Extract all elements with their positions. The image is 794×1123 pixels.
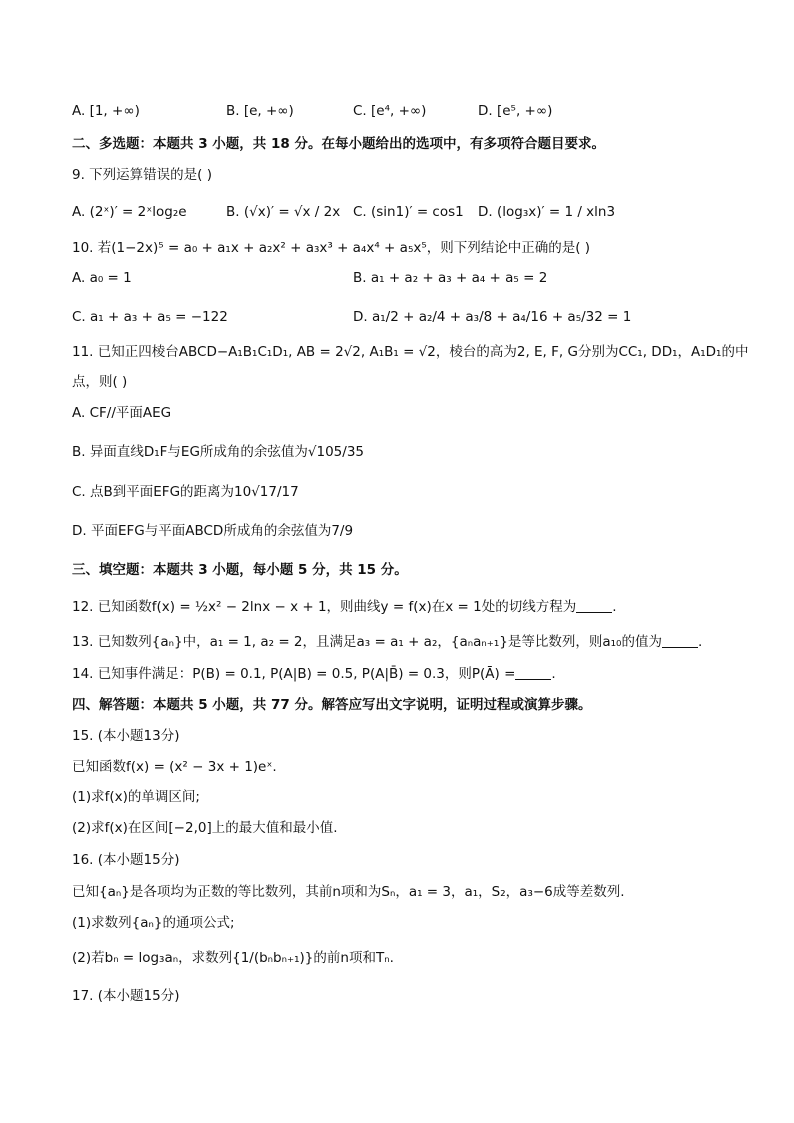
q13-text: 13. 已知数列{aₙ}中，a₁ = 1, a₂ = 2，且满足a₃ = a₁ + a₂，{aₙaₙ₊₁}是等比数列，则a₁₀的值为 — [72, 634, 662, 650]
section-4-heading: 四、解答题：本题共 5 小题，共 77 分。解答应写出文字说明，证明过程或演算步骤。 — [72, 697, 592, 713]
q14-answer-blank — [515, 665, 551, 680]
q15-part2: (2)求f(x)在区间[−2,0]上的最大值和最小值. — [72, 820, 338, 836]
q15-number: 15. (本小题13分) — [72, 728, 180, 744]
q15-part1: (1)求f(x)的单调区间; — [72, 789, 200, 805]
q8-option-c: C. [e⁴, +∞) — [353, 103, 427, 119]
q12-period: . — [612, 599, 617, 615]
q12-line — [72, 596, 732, 618]
q16-part1: (1)求数列{aₙ}的通项公式; — [72, 915, 235, 931]
q13-answer-blank — [662, 633, 698, 648]
q13-line — [72, 631, 732, 653]
q16-part2: (2)若bₙ = log₃aₙ，求数列{1/(bₙbₙ₊₁)}的前n项和Tₙ. — [72, 950, 394, 966]
q9-stem: 9. 下列运算错误的是( ) — [72, 167, 212, 183]
q11-stem-line1: 11. 已知正四棱台ABCD−A₁B₁C₁D₁, AB = 2√2, A₁B₁ = √2，棱台的高为2, E, F, G分别为CC₁, DD₁，A₁D₁的中 — [72, 344, 749, 360]
q8-option-d: D. [e⁵, +∞) — [478, 103, 553, 119]
q13-period: . — [697, 634, 703, 650]
q11-option-b: B. 异面直线D₁F与EG所成角的余弦值为√105/35 — [72, 444, 365, 460]
q16-number: 16. (本小题15分) — [72, 852, 180, 868]
q9-option-b: B. (√x)′ = √x / 2x — [226, 204, 341, 220]
section-2-heading: 二、多选题：本题共 3 小题，共 18 分。在每小题给出的选项中，有多项符合题目要求。 — [72, 136, 605, 152]
q9-option-d: D. (log₃x)′ = 1 / xln3 — [478, 204, 616, 220]
q17-number: 17. (本小题15分) — [72, 988, 180, 1004]
q14-line — [72, 663, 732, 685]
q10-option-a: A. a₀ = 1 — [72, 270, 132, 286]
q15-stem: 已知函数f(x) = (x² − 3x + 1)eˣ. — [72, 759, 277, 775]
q11-option-d: D. 平面EFG与平面ABCD所成角的余弦值为7/9 — [72, 523, 354, 539]
q14-period: . — [551, 666, 556, 682]
q12-answer-blank — [576, 598, 612, 613]
q10-stem: 10. 若(1−2x)⁵ = a₀ + a₁x + a₂x² + a₃x³ + a₄x⁴ + a₅x⁵，则下列结论中正确的是( ) — [72, 240, 591, 256]
q10-option-b: B. a₁ + a₂ + a₃ + a₄ + a₅ = 2 — [353, 270, 548, 286]
q12-text: 12. 已知函数f(x) = ½x² − 2lnx − x + 1，则曲线y = f(x)在x = 1处的切线方程为 — [72, 599, 577, 615]
section-3-heading: 三、填空题：本题共 3 小题，每小题 5 分，共 15 分。 — [72, 562, 408, 578]
q9-option-c: C. (sin1)′ = cos1 — [353, 204, 464, 220]
q10-option-d: D. a₁/2 + a₂/4 + a₃/8 + a₄/16 + a₅/32 = 1 — [353, 309, 632, 325]
q10-option-c: C. a₁ + a₃ + a₅ = −122 — [72, 309, 228, 325]
q9-option-a: A. (2ˣ)′ = 2ˣlog₂e — [72, 204, 187, 220]
q11-option-c: C. 点B到平面EFG的距离为10√17/17 — [72, 484, 299, 500]
q16-stem: 已知{aₙ}是各项均为正数的等比数列，其前n项和为Sₙ，a₁ = 3，a₁，S₂，a₃−6成等差数列. — [72, 884, 625, 900]
q11-stem-line2: 点，则( ) — [72, 374, 128, 390]
q14-text: 14. 已知事件满足：P(B) = 0.1, P(A|B) = 0.5, P(A|B̄) = 0.3，则P(Ā) = — [72, 666, 516, 682]
q11-option-a: A. CF//平面AEG — [72, 405, 172, 421]
q8-option-b: B. [e, +∞) — [226, 103, 294, 119]
q8-option-a: A. [1, +∞) — [72, 103, 140, 119]
